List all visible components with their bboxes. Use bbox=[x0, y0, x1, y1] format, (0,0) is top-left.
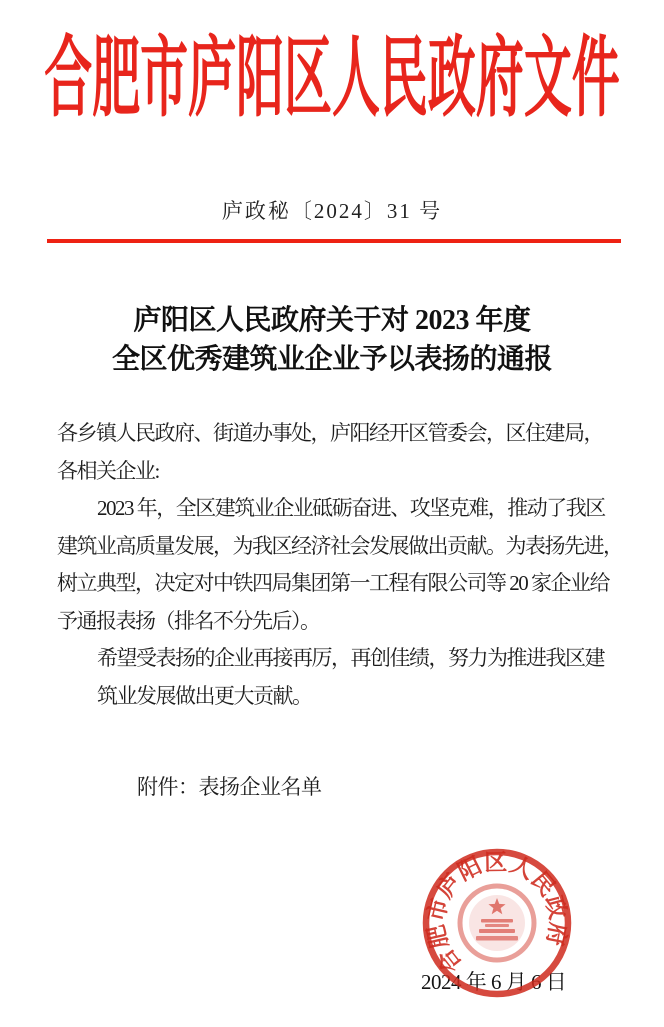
title-line-1: 庐阳区人民政府关于对 2023 年度 bbox=[133, 305, 531, 336]
red-divider-line bbox=[47, 239, 621, 243]
document-body bbox=[57, 415, 623, 715]
body-line: 希望受表扬的企业再接再厉，再创佳绩，努力为推进我区建 bbox=[97, 646, 604, 670]
national-emblem-icon bbox=[460, 886, 534, 960]
title-line-2: 全区优秀建筑业企业予以表扬的通报 bbox=[111, 344, 552, 375]
body-line: 各乡镇人民政府、街道办事处，庐阳经开区管委会，区住建局， bbox=[57, 421, 603, 445]
attachment-note: 附件：表扬企业名单 bbox=[137, 775, 322, 799]
red-header bbox=[0, 30, 664, 130]
body-line: 予通报表扬（排名不分先后）。 bbox=[57, 608, 320, 633]
issue-date: 2024 年 6 月 6 日 bbox=[421, 970, 567, 994]
body-line: 树立典型，决定对中铁四局集团第一工程有限公司等 20 家企业给 bbox=[57, 571, 609, 595]
body-line: 筑业发展做出更大贡献。 bbox=[97, 683, 312, 708]
body-line: 2023 年，全区建筑业企业砥砺奋进、攻坚克难，推动了我区 bbox=[97, 496, 605, 520]
body-line: 各相关企业: bbox=[57, 458, 159, 483]
seal-text: 合肥市庐阳区人民政府 bbox=[423, 849, 571, 978]
doc-number: 庐政秘〔2024〕31 号 bbox=[221, 199, 443, 223]
body-line: 建筑业高质量发展，为我区经济社会发展做出贡献。为表扬先进， bbox=[57, 533, 623, 558]
official-seal bbox=[419, 843, 575, 1003]
document-title bbox=[0, 301, 664, 379]
org-title-text: 合肥市庐阳区人民政府文件 bbox=[44, 31, 620, 128]
